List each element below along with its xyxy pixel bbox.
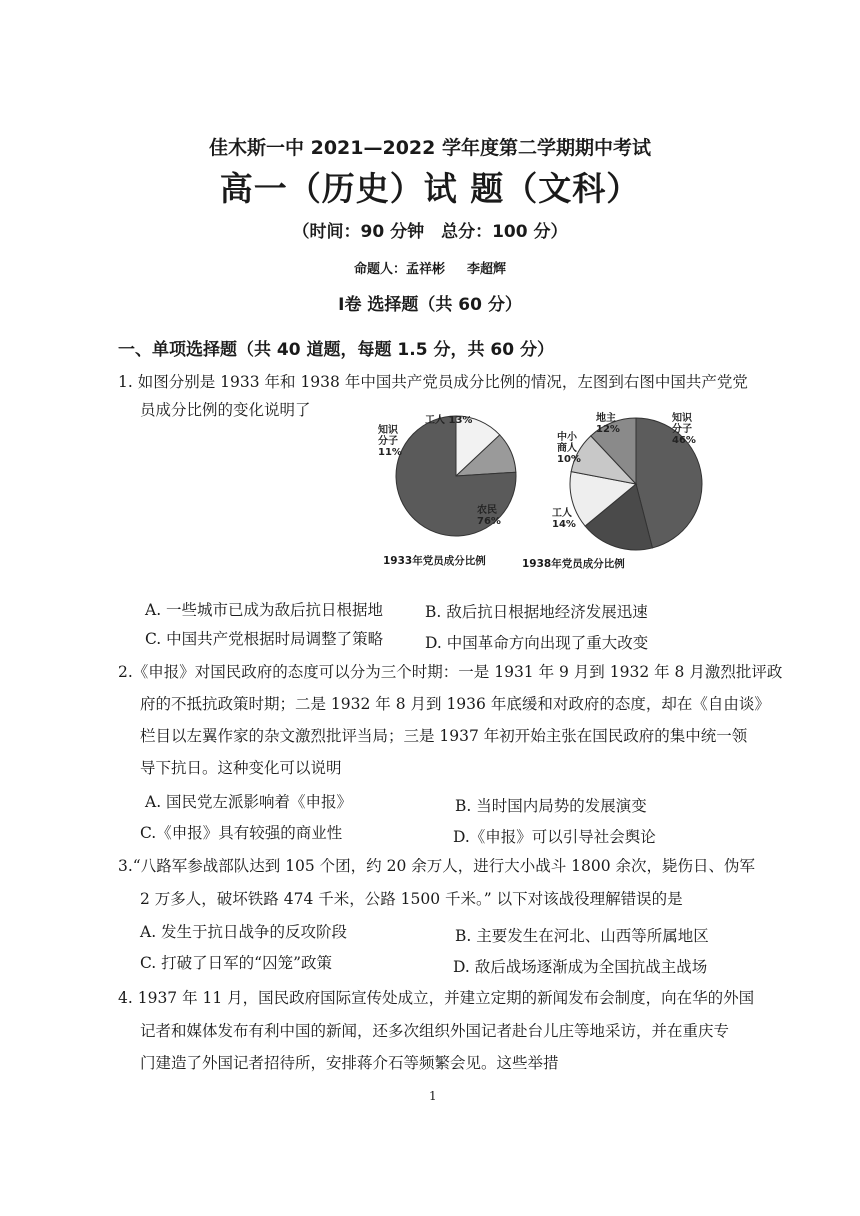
pie1938-label-workers: 工人 14%	[552, 508, 576, 530]
exam-title: 高一（历史）试 题（文科）	[219, 169, 641, 208]
pie1933-label-workers: 工人 13%	[425, 415, 473, 426]
author-second: 李超辉	[467, 262, 507, 277]
page-number: 1	[429, 1089, 437, 1103]
pie1933-caption: 1933年党员成分比例	[383, 555, 486, 567]
author-label: 命题人：孟祥彬	[353, 262, 445, 277]
q2-option-a: A. 国民党左派影响着《申报》	[145, 793, 353, 811]
q3-option-d: D. 敌后战场逐渐成为全国抗战主战场	[453, 958, 708, 976]
pie1938-label-intellectuals: 知识 分子 46%	[672, 413, 696, 446]
volume-heading: Ⅰ卷 选择题（共 60 分）	[338, 295, 522, 315]
q2-option-b: B. 当时国内局势的发展演变	[455, 797, 647, 815]
pie1938-caption: 1938年党员成分比例	[522, 558, 625, 570]
q2-option-d: D.《申报》可以引导社会舆论	[453, 828, 656, 846]
q4-line-3: 门建造了外国记者招待所，安排蒋介石等频繁会见。这些举措	[140, 1054, 559, 1072]
pie1933-label-peasants: 农民 76%	[477, 505, 501, 527]
q4-line-1: 4. 1937 年 11 月，国民政府国际宣传处成立，并建立定期的新闻发布会制度，向在华的外国	[118, 989, 755, 1007]
q4-line-2: 记者和媒体发布有利中国的新闻，还多次组织外国记者赴台儿庄等地采访，并在重庆专	[140, 1022, 730, 1040]
q3-line-2: 2 万多人，破坏铁路 474 千米，公路 1500 千米。” 以下对该战役理解错误的是	[140, 890, 683, 908]
q2-line-1: 2.《申报》对国民政府的态度可以分为三个时期：一是 1931 年 9 月到 1932 年 8 月激烈批评政	[118, 663, 783, 681]
pie1933-label-intellectuals: 知识 分子 11%	[378, 425, 402, 458]
school-exam-line: 佳木斯一中 2021—2022 学年度第二学期期中考试	[209, 137, 651, 159]
q1-line-2: 员成分比例的变化说明了	[140, 401, 311, 419]
q2-line-2: 府的不抵抗政策时期；二是 1932 年 8 月到 1936 年底缓和对政府的态度，却在《自由谈》	[140, 695, 770, 713]
q1-option-a: A. 一些城市已成为敌后抗日根据地	[145, 601, 384, 619]
q3-option-b: B. 主要发生在河北、山西等所属地区	[455, 927, 709, 945]
q3-option-c: C. 打破了日军的“囚笼”政策	[140, 954, 333, 972]
time-and-score: （时间：90 分钟 总分：100 分）	[292, 222, 568, 242]
q1-option-c: C. 中国共产党根据时局调整了策略	[145, 630, 384, 648]
q3-option-a: A. 发生于抗日战争的反攻阶段	[140, 923, 348, 941]
pie1938-label-merchants: 中小 商人 10%	[557, 432, 581, 465]
q1-option-b: B. 敌后抗日根据地经济发展迅速	[425, 603, 648, 621]
q2-line-3: 栏目以左翼作家的杂文激烈批评当局；三是 1937 年初开始主张在国民政府的集中统一领	[140, 727, 748, 745]
q1-line-1: 1. 如图分别是 1933 年和 1938 年中国共产党员成分比例的情况，左图到右图中国共产党党	[118, 373, 748, 391]
section-heading: 一、单项选择题（共 40 道题，每题 1.5 分，共 60 分）	[118, 340, 554, 360]
pie1938-label-landlords: 地主 12%	[596, 413, 620, 435]
q1-option-d: D. 中国革命方向出现了重大改变	[425, 634, 649, 652]
q3-line-1: 3.“八路军参战部队达到 105 个团，约 20 余万人，进行大小战斗 1800 余次，毙伤日、伪军	[118, 857, 756, 875]
q2-line-4: 导下抗日。这种变化可以说明	[140, 759, 342, 777]
q2-option-c: C.《申报》具有较强的商业性	[140, 824, 343, 842]
